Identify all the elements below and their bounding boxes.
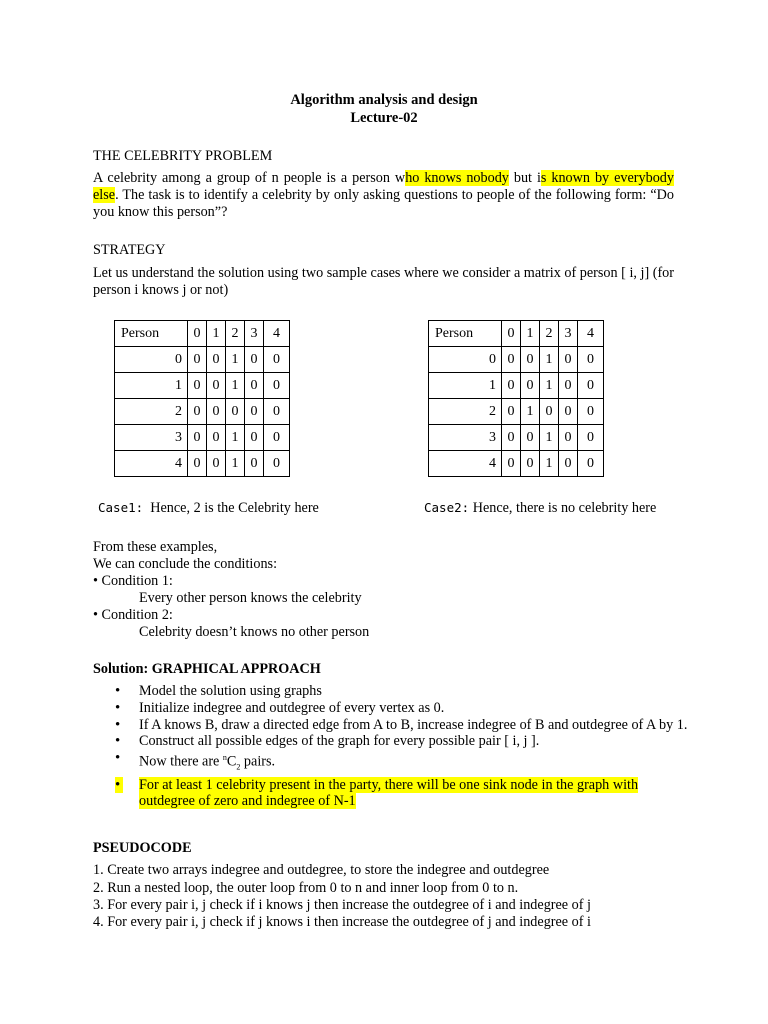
pseudocode-heading: PSEUDOCODE: [93, 840, 192, 856]
table-cell: 2: [429, 399, 502, 425]
table-cell: 0: [559, 425, 578, 451]
table-row: [429, 373, 604, 399]
highlight-knows-nobody: ho knows nobody: [405, 170, 509, 186]
table-cell: 0: [188, 425, 207, 451]
pseudocode-line-4: 4. For every pair i, j check if j knows i then increase the outdegree of j and indegree of i: [93, 914, 591, 930]
table-cell: 4: [115, 451, 188, 477]
table-row: [115, 399, 290, 425]
table-cell: 2: [540, 321, 559, 347]
table-cell: 0: [578, 451, 604, 477]
condition-2-label: • Condition 2:: [93, 607, 173, 623]
condition-1-text: Every other person knows the celebrity: [139, 590, 362, 606]
table-cell: 1: [226, 451, 245, 477]
list-item: • Now there are $^nC_2$ pairs.: [93, 750, 693, 776]
strategy-text: Let us understand the solution using two sample cases where we consider a matrix of person [ i, j] (for person i knows j or not): [93, 265, 674, 298]
list-item: • Initialize indegree and outdegree of every vertex as 0.: [93, 700, 693, 717]
table-cell: 3: [245, 321, 264, 347]
table-cell: 1: [540, 451, 559, 477]
table-cell: 0: [207, 399, 226, 425]
table-cell: 0: [578, 425, 604, 451]
condition-2-text: Celebrity doesn’t knows no other person: [139, 624, 370, 640]
table-cell: 0: [188, 373, 207, 399]
table-cell: 1: [115, 373, 188, 399]
table-cell: 0: [502, 425, 521, 451]
table-cell: 1: [226, 347, 245, 373]
table-cell: 1: [540, 373, 559, 399]
case2-caption: [424, 499, 656, 517]
table-cell: 2: [115, 399, 188, 425]
table-cell: 0: [264, 399, 290, 425]
table-cell: 0: [578, 373, 604, 399]
table-cell: 0: [559, 399, 578, 425]
table-cell: 1: [521, 399, 540, 425]
table-cell: 0: [559, 451, 578, 477]
list-item: • If A knows B, draw a directed edge from A to B, increase indegree of B and outdegree of A by 1.: [93, 717, 693, 734]
table-cell: 0: [207, 373, 226, 399]
table-cell: 0: [540, 399, 559, 425]
highlight-known-by-everybody: s known by everybody else: [93, 170, 674, 203]
table-row: [115, 451, 290, 477]
table-cell: 0: [559, 373, 578, 399]
table-cell: 0: [559, 347, 578, 373]
table-cell: 0: [521, 451, 540, 477]
case1-caption-text: Hence, 2 is the Celebrity here: [150, 500, 319, 516]
pseudocode-line-2: 2. Run a nested loop, the outer loop from 0 to n and inner loop from 0 to n.: [93, 880, 519, 896]
table-cell: 0: [578, 347, 604, 373]
case1-label: Case1:: [98, 500, 144, 515]
table-cell: 0: [245, 347, 264, 373]
pseudocode-line-3: 3. For every pair i, j check if i knows j then increase the outdegree of i and indegree of j: [93, 897, 591, 913]
solution-heading: Solution: GRAPHICAL APPROACH: [93, 661, 321, 677]
solution-bullet-list: [93, 683, 693, 810]
problem-text-c: . The task is to identify a celebrity by only asking questions to people of the following form: “Do you know this person”?: [93, 187, 674, 220]
table-header-row: [429, 321, 604, 347]
table-cell: 0: [502, 399, 521, 425]
problem-paragraph: [93, 170, 674, 221]
table-cell: 0: [264, 425, 290, 451]
table-cell: 0: [245, 425, 264, 451]
pairs-subscript: 2: [236, 762, 241, 772]
pairs-superscript: n: [222, 753, 227, 763]
table-cell: 0: [207, 347, 226, 373]
table-cell: 0: [207, 451, 226, 477]
table-cell: 1: [521, 321, 540, 347]
table-row: [115, 347, 290, 373]
table-cell: 0: [188, 321, 207, 347]
table-row: [429, 347, 604, 373]
table-cell: 0: [245, 451, 264, 477]
table-cell: 0: [207, 425, 226, 451]
table-cell: 0: [502, 451, 521, 477]
table-cell: 0: [188, 347, 207, 373]
table-cell: 3: [115, 425, 188, 451]
lecture-title: Lecture-02: [350, 110, 418, 126]
strategy-heading: STRATEGY: [93, 242, 166, 258]
table-cell: 0: [245, 399, 264, 425]
problem-text-a: A celebrity among a group of n people is a person w: [93, 170, 406, 186]
table-cell: 0: [264, 347, 290, 373]
table-cell: 1: [226, 425, 245, 451]
table-cell: 4: [578, 321, 604, 347]
table-cell: 2: [226, 321, 245, 347]
table-cell: 0: [264, 373, 290, 399]
table-cell: 0: [521, 373, 540, 399]
course-title: Algorithm analysis and design: [290, 92, 478, 108]
table-cell: 0: [245, 373, 264, 399]
case1-caption: [98, 499, 319, 517]
case1-matrix-table: [114, 320, 290, 477]
conditions-intro-2: We can conclude the conditions:: [93, 556, 278, 572]
list-item: • Model the solution using graphs: [93, 683, 693, 700]
table-cell: 1: [540, 347, 559, 373]
table-cell: 1: [226, 373, 245, 399]
case2-caption-text: Hence, there is no celebrity here: [472, 500, 657, 516]
table-cell: 0: [188, 399, 207, 425]
condition-1-label: • Condition 1:: [93, 573, 173, 589]
problem-heading: THE CELEBRITY PROBLEM: [93, 148, 273, 164]
table-row: [115, 373, 290, 399]
table-header-row: [115, 321, 290, 347]
table-cell: 0: [502, 347, 521, 373]
table-cell: 3: [429, 425, 502, 451]
list-item: • Construct all possible edges of the graph for every possible pair [ i, j ].: [93, 733, 693, 750]
table-cell: 0: [429, 347, 502, 373]
table-cell: 0: [226, 399, 245, 425]
list-item-highlighted: • For at least 1 celebrity present in the party, there will be one sink node in the graph with outdegree of zero and indegree of N-1: [93, 777, 693, 811]
problem-text-b: but i: [508, 170, 541, 186]
table-row: [429, 451, 604, 477]
table-cell: 4: [264, 321, 290, 347]
table-cell: 0: [578, 399, 604, 425]
pseudocode-line-1: 1. Create two arrays indegree and outdegree, to store the indegree and outdegree: [93, 862, 550, 878]
table-cell: 0: [115, 347, 188, 373]
case2-label: Case2:: [424, 500, 470, 515]
table-row: [429, 425, 604, 451]
table-cell: 0: [521, 425, 540, 451]
pairs-c: C: [226, 753, 237, 770]
table-cell: 1: [207, 321, 226, 347]
table-cell: 0: [502, 373, 521, 399]
table-row: [115, 425, 290, 451]
table-cell: 1: [429, 373, 502, 399]
table-cell: 1: [540, 425, 559, 451]
conditions-intro-1: From these examples,: [93, 539, 218, 555]
table-cell: 0: [521, 347, 540, 373]
table-cell: 0: [264, 451, 290, 477]
table-cell: 3: [559, 321, 578, 347]
table-cell: 4: [429, 451, 502, 477]
table-cell: 0: [502, 321, 521, 347]
table-cell: Person: [429, 321, 502, 347]
table-row: [429, 399, 604, 425]
table-cell: 0: [188, 451, 207, 477]
case2-matrix-table: [428, 320, 604, 477]
table-cell: Person: [115, 321, 188, 347]
